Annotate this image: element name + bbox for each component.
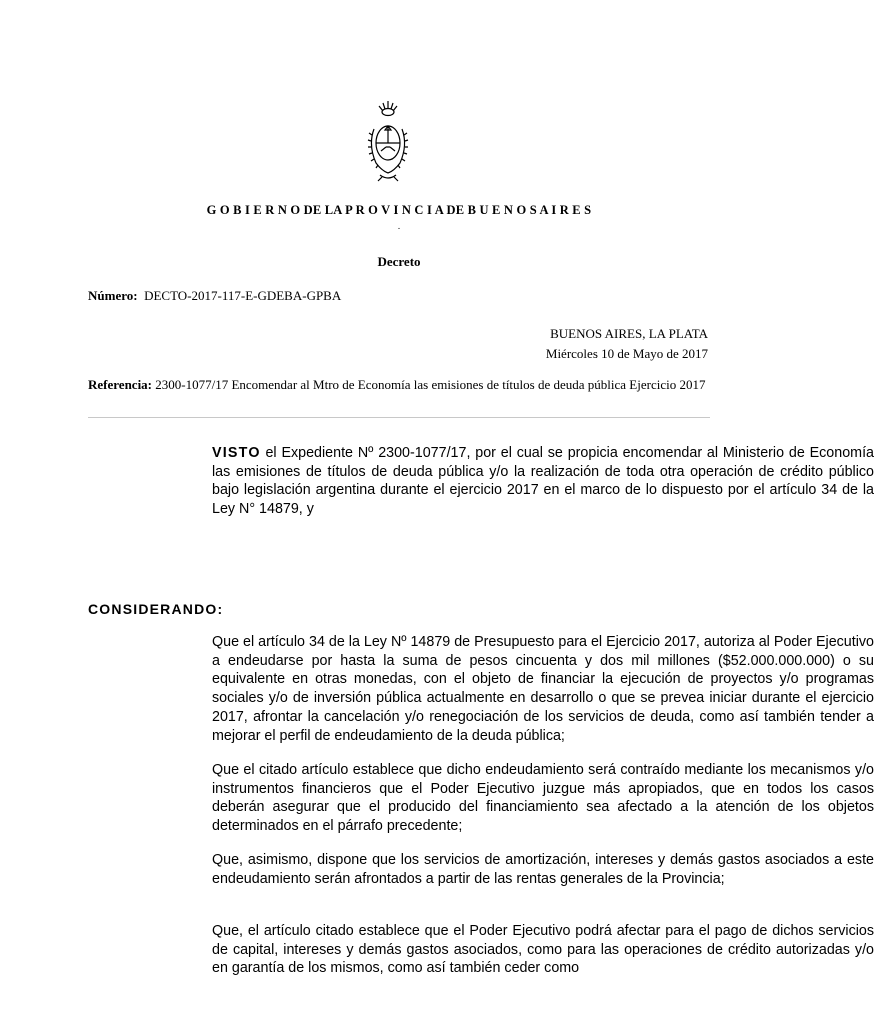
provincial-coat-of-arms-icon: [366, 99, 410, 183]
considerando-heading: CONSIDERANDO:: [88, 601, 224, 617]
header-divider: [88, 417, 710, 418]
decree-number: [88, 288, 341, 304]
decree-number-label: Número:: [88, 288, 138, 303]
considerando-paragraph: Que el artículo 34 de la Ley Nº 14879 de Presupuesto para el Ejercicio 2017, autoriza al Poder Ejecutivo a endeudarse por hasta la suma de pesos cincuenta y dos mil millones ($52.000.000.000) o su equivalente en otras monedas, con el objeto de financiar la ejecución de proyectos y/o programas sociales y/o de inversión pública actualmente en desarrollo o que se prevea iniciar durante el ejercicio 2017, afrontar la cancelación y/o renegociación de los servicios de deuda, como así también tender a mejorar el perfil de endeudamiento de la deuda pública;: [212, 634, 874, 744]
considerando-paragraph: Que el citado artículo establece que dicho endeudamiento será contraído mediante los mecanismos y/o instrumentos financieros que el Poder Ejecutivo juzgue más apropiados, que en todos los casos deberán asegurar que el producido del financiamiento sea afectado a la atención de los objetos determinados en el párrafo precedente;: [212, 762, 874, 835]
considerando-paragraph: Que, el artículo citado establece que el Poder Ejecutivo podrá afectar para el pago de dichos servicios de capital, intereses y demás gastos asociados, como para las operaciones de crédito autorizadas y/o en garantía de los mismos, como así también ceder como: [212, 923, 874, 977]
government-heading: G O B I E R N O DE LA P R O V I N C I A DE B U E N O S A I R E S: [206, 203, 592, 217]
reference-label: Referencia:: [88, 377, 153, 392]
decree-number-value: DECTO-2017-117-E-GDEBA-GPBA: [144, 288, 342, 303]
visto-paragraph: [88, 444, 874, 519]
reference-text: 2300-1077/17 Encomendar al Mtro de Economía las emisiones de títulos de deuda pública Ejercicio 2017: [155, 377, 706, 392]
visto-word: VISTO: [212, 445, 261, 461]
place-and-date: [546, 324, 708, 364]
place-date: Miércoles 10 de Mayo de 2017: [545, 346, 708, 361]
reference-block: [88, 377, 708, 394]
separator-dot: .: [397, 221, 401, 231]
place-city: BUENOS AIRES, LA PLATA: [550, 326, 708, 341]
considerando-paragraph: Que, asimismo, dispone que los servicios de amortización, intereses y demás gastos asociados a este endeudamiento serán afrontados a partir de las rentas generales de la Provincia;: [212, 852, 874, 887]
document-type-title: Decreto: [377, 254, 421, 269]
visto-text: el Expediente Nº 2300-1077/17, por el cual se propicia encomendar al Ministerio de Economía las emisiones de títulos de deuda pública y/o la realización de toda otra operación de crédito público bajo legislación argentina durante el ejercicio 2017 en el marco de lo dispuesto por el artículo 34 de la Ley N° 14879, y: [212, 445, 874, 518]
